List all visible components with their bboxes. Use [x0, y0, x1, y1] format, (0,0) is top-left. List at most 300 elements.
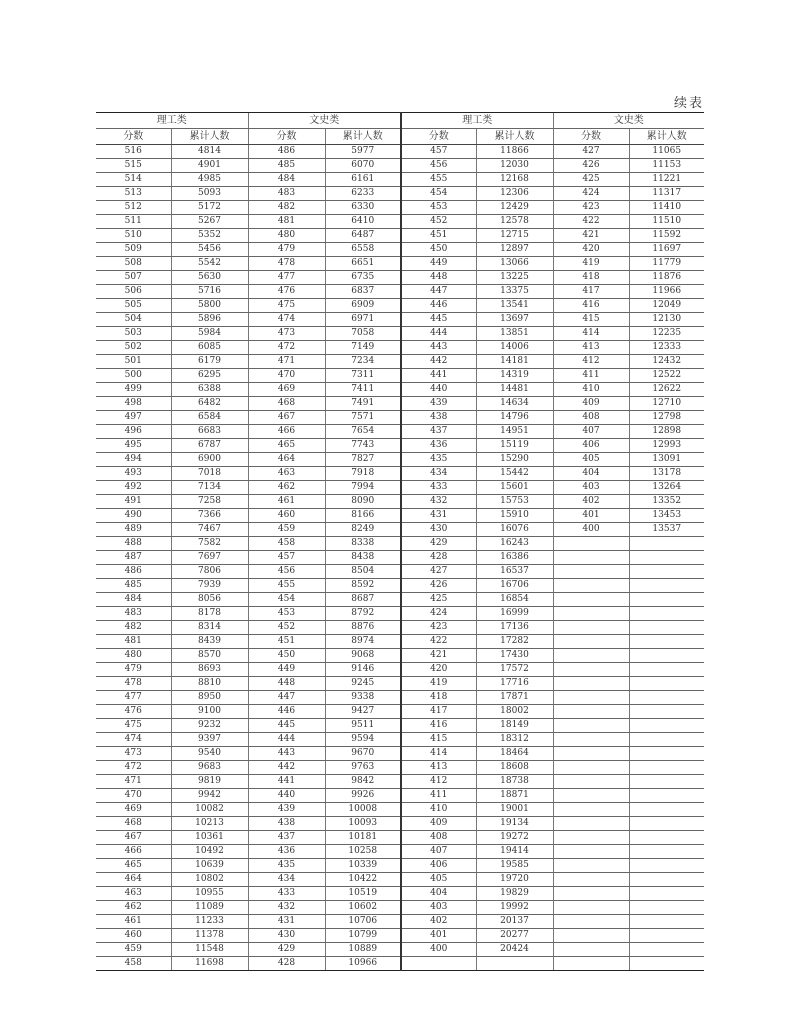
cell-score: 482 [96, 621, 171, 635]
cell-score: 430 [248, 929, 325, 943]
cell-score: 442 [248, 761, 325, 775]
cell-cumulative-count: 7939 [171, 579, 248, 593]
cell-cumulative-count: 9540 [171, 747, 248, 761]
table-row [96, 215, 704, 229]
cell-cumulative-count: 10339 [325, 859, 401, 873]
table-row [96, 229, 704, 243]
cell-cumulative-count [629, 635, 704, 649]
cell-cumulative-count: 13375 [476, 285, 553, 299]
table-row [96, 691, 704, 705]
table-row [96, 439, 704, 453]
cell-score: 402 [553, 495, 629, 509]
cell-cumulative-count: 12798 [629, 411, 704, 425]
cell-cumulative-count: 9100 [171, 705, 248, 719]
cell-score: 510 [96, 229, 171, 243]
cell-cumulative-count: 7697 [171, 551, 248, 565]
cell-score: 457 [401, 145, 476, 159]
cell-cumulative-count: 11876 [629, 271, 704, 285]
cell-cumulative-count: 7366 [171, 509, 248, 523]
table-row [96, 901, 704, 915]
cell-score: 514 [96, 173, 171, 187]
cell-cumulative-count [629, 747, 704, 761]
cell-score: 506 [96, 285, 171, 299]
cell-cumulative-count [629, 943, 704, 957]
cell-cumulative-count: 9926 [325, 789, 401, 803]
cell-cumulative-count: 12030 [476, 159, 553, 173]
cell-score: 440 [248, 789, 325, 803]
score-cumulative-table [96, 112, 704, 971]
cell-score: 493 [96, 467, 171, 481]
cell-score: 403 [553, 481, 629, 495]
column-header-cumulative-count-1: 累计人数 [171, 129, 248, 145]
cell-score: 439 [401, 397, 476, 411]
cell-cumulative-count: 8178 [171, 607, 248, 621]
cell-score: 450 [401, 243, 476, 257]
cell-cumulative-count: 11966 [629, 285, 704, 299]
cell-score: 473 [248, 327, 325, 341]
cell-score: 423 [401, 621, 476, 635]
cell-score: 454 [248, 593, 325, 607]
cell-score: 480 [96, 649, 171, 663]
cell-cumulative-count: 5352 [171, 229, 248, 243]
cell-score: 503 [96, 327, 171, 341]
cell-cumulative-count: 11089 [171, 901, 248, 915]
cell-cumulative-count: 9670 [325, 747, 401, 761]
cell-score [553, 607, 629, 621]
cell-cumulative-count: 11779 [629, 257, 704, 271]
cell-score: 438 [248, 817, 325, 831]
cell-score [553, 873, 629, 887]
cell-score: 456 [401, 159, 476, 173]
cell-cumulative-count: 13225 [476, 271, 553, 285]
cell-cumulative-count [629, 649, 704, 663]
group-header-science-1: 理工类 [96, 113, 248, 129]
cell-cumulative-count: 10258 [325, 845, 401, 859]
cell-score: 484 [248, 173, 325, 187]
cell-score: 468 [96, 817, 171, 831]
cell-score: 449 [401, 257, 476, 271]
cell-score: 408 [401, 831, 476, 845]
table-row [96, 369, 704, 383]
cell-cumulative-count: 15601 [476, 481, 553, 495]
cell-cumulative-count: 12168 [476, 173, 553, 187]
cell-score [401, 957, 476, 971]
table-row [96, 173, 704, 187]
cell-score: 434 [401, 467, 476, 481]
cell-cumulative-count: 8338 [325, 537, 401, 551]
cell-cumulative-count: 17871 [476, 691, 553, 705]
continued-table-label: 续表 [673, 96, 704, 111]
cell-cumulative-count: 6085 [171, 341, 248, 355]
column-header-cumulative-count-4: 累计人数 [629, 129, 704, 145]
cell-cumulative-count: 6070 [325, 159, 401, 173]
cell-cumulative-count: 7258 [171, 495, 248, 509]
cell-cumulative-count: 18312 [476, 733, 553, 747]
cell-cumulative-count: 15753 [476, 495, 553, 509]
cell-score: 416 [401, 719, 476, 733]
cell-score: 471 [96, 775, 171, 789]
cell-score: 406 [553, 439, 629, 453]
cell-cumulative-count: 5542 [171, 257, 248, 271]
cell-score: 478 [96, 677, 171, 691]
cell-score: 457 [248, 551, 325, 565]
table-row [96, 733, 704, 747]
cell-cumulative-count: 5172 [171, 201, 248, 215]
cell-cumulative-count: 18738 [476, 775, 553, 789]
cell-score: 451 [401, 229, 476, 243]
table-row [96, 425, 704, 439]
table-row [96, 411, 704, 425]
cell-cumulative-count: 6909 [325, 299, 401, 313]
cell-cumulative-count: 6233 [325, 187, 401, 201]
cell-cumulative-count: 19001 [476, 803, 553, 817]
cell-cumulative-count: 11410 [629, 201, 704, 215]
cell-score: 437 [401, 425, 476, 439]
column-header-score-1: 分数 [96, 129, 171, 145]
cell-score: 411 [401, 789, 476, 803]
table-row [96, 859, 704, 873]
table-row [96, 649, 704, 663]
cell-cumulative-count: 11866 [476, 145, 553, 159]
cell-score [553, 565, 629, 579]
cell-cumulative-count [629, 803, 704, 817]
cell-cumulative-count: 8090 [325, 495, 401, 509]
cell-score: 484 [96, 593, 171, 607]
cell-score: 404 [553, 467, 629, 481]
cell-cumulative-count: 10602 [325, 901, 401, 915]
cell-cumulative-count [629, 789, 704, 803]
cell-cumulative-count: 7994 [325, 481, 401, 495]
cell-cumulative-count: 17136 [476, 621, 553, 635]
table-row [96, 383, 704, 397]
cell-score: 456 [248, 565, 325, 579]
cell-score: 483 [96, 607, 171, 621]
cell-score: 491 [96, 495, 171, 509]
table-row [96, 719, 704, 733]
cell-cumulative-count: 10799 [325, 929, 401, 943]
cell-score [553, 649, 629, 663]
table-row [96, 635, 704, 649]
cell-score: 436 [248, 845, 325, 859]
cell-cumulative-count [629, 677, 704, 691]
cell-cumulative-count: 5456 [171, 243, 248, 257]
cell-cumulative-count [629, 691, 704, 705]
cell-score: 451 [248, 635, 325, 649]
cell-cumulative-count: 10008 [325, 803, 401, 817]
cell-cumulative-count: 15910 [476, 509, 553, 523]
cell-score: 463 [96, 887, 171, 901]
table-row [96, 929, 704, 943]
table-row [96, 579, 704, 593]
cell-cumulative-count: 5984 [171, 327, 248, 341]
cell-score: 424 [401, 607, 476, 621]
cell-cumulative-count: 15290 [476, 453, 553, 467]
cell-cumulative-count: 10639 [171, 859, 248, 873]
cell-cumulative-count [629, 859, 704, 873]
cell-score: 453 [401, 201, 476, 215]
cell-cumulative-count: 13264 [629, 481, 704, 495]
cell-score: 408 [553, 411, 629, 425]
cell-score: 417 [553, 285, 629, 299]
table-row [96, 495, 704, 509]
cell-cumulative-count: 9511 [325, 719, 401, 733]
cell-cumulative-count: 10706 [325, 915, 401, 929]
cell-cumulative-count: 7918 [325, 467, 401, 481]
cell-cumulative-count [629, 845, 704, 859]
cell-cumulative-count: 13178 [629, 467, 704, 481]
column-header-cumulative-count-3: 累计人数 [476, 129, 553, 145]
cell-score: 481 [248, 215, 325, 229]
cell-cumulative-count: 8249 [325, 523, 401, 537]
cell-cumulative-count: 7571 [325, 411, 401, 425]
cell-cumulative-count: 10181 [325, 831, 401, 845]
cell-score: 420 [553, 243, 629, 257]
cell-score [553, 593, 629, 607]
cell-cumulative-count: 7058 [325, 327, 401, 341]
group-header-row [96, 113, 704, 129]
cell-cumulative-count: 7743 [325, 439, 401, 453]
cell-score: 447 [248, 691, 325, 705]
cell-score: 453 [248, 607, 325, 621]
cell-score: 438 [401, 411, 476, 425]
cell-score: 443 [401, 341, 476, 355]
cell-score [553, 859, 629, 873]
table-row [96, 873, 704, 887]
cell-score: 464 [96, 873, 171, 887]
table-row [96, 481, 704, 495]
cell-cumulative-count: 11065 [629, 145, 704, 159]
cell-cumulative-count: 8876 [325, 621, 401, 635]
cell-score [553, 957, 629, 971]
cell-cumulative-count: 11221 [629, 173, 704, 187]
column-header-score-4: 分数 [553, 129, 629, 145]
cell-score: 508 [96, 257, 171, 271]
cell-cumulative-count [629, 579, 704, 593]
cell-cumulative-count: 16243 [476, 537, 553, 551]
cell-cumulative-count: 19272 [476, 831, 553, 845]
cell-cumulative-count: 7134 [171, 481, 248, 495]
cell-cumulative-count: 8687 [325, 593, 401, 607]
cell-cumulative-count: 12578 [476, 215, 553, 229]
cell-cumulative-count: 20424 [476, 943, 553, 957]
cell-cumulative-count: 5977 [325, 145, 401, 159]
cell-cumulative-count: 9942 [171, 789, 248, 803]
table-row [96, 915, 704, 929]
table-row [96, 397, 704, 411]
cell-score: 434 [248, 873, 325, 887]
cell-score: 432 [401, 495, 476, 509]
table-row [96, 159, 704, 173]
cell-score: 429 [401, 537, 476, 551]
cell-cumulative-count: 14634 [476, 397, 553, 411]
cell-cumulative-count: 6837 [325, 285, 401, 299]
group-header-liberal-arts-1: 文史类 [248, 113, 401, 129]
cell-score: 435 [248, 859, 325, 873]
cell-score: 418 [401, 691, 476, 705]
cell-cumulative-count: 7491 [325, 397, 401, 411]
cell-score: 436 [401, 439, 476, 453]
cell-cumulative-count: 6651 [325, 257, 401, 271]
cell-score: 450 [248, 649, 325, 663]
cell-score [553, 789, 629, 803]
cell-score: 489 [96, 523, 171, 537]
table-body [96, 145, 704, 971]
cell-score: 405 [553, 453, 629, 467]
cell-score: 476 [96, 705, 171, 719]
cell-score: 472 [248, 341, 325, 355]
cell-cumulative-count: 12432 [629, 355, 704, 369]
cell-cumulative-count: 20137 [476, 915, 553, 929]
cell-cumulative-count [629, 873, 704, 887]
cell-score: 439 [248, 803, 325, 817]
cell-score: 407 [553, 425, 629, 439]
cell-cumulative-count: 12897 [476, 243, 553, 257]
cell-score: 490 [96, 509, 171, 523]
cell-cumulative-count: 5896 [171, 313, 248, 327]
cell-score: 458 [96, 957, 171, 971]
cell-cumulative-count [629, 929, 704, 943]
cell-score: 463 [248, 467, 325, 481]
cell-score [553, 691, 629, 705]
cell-score: 400 [553, 523, 629, 537]
cell-score: 422 [401, 635, 476, 649]
table-row [96, 607, 704, 621]
cell-cumulative-count: 10802 [171, 873, 248, 887]
cell-score: 513 [96, 187, 171, 201]
cell-cumulative-count: 6735 [325, 271, 401, 285]
cell-score: 446 [248, 705, 325, 719]
cell-score: 497 [96, 411, 171, 425]
cell-cumulative-count: 7149 [325, 341, 401, 355]
table-row [96, 747, 704, 761]
cell-score: 419 [553, 257, 629, 271]
cell-cumulative-count: 5716 [171, 285, 248, 299]
cell-cumulative-count: 12522 [629, 369, 704, 383]
cell-score: 477 [96, 691, 171, 705]
cell-cumulative-count: 19720 [476, 873, 553, 887]
cell-cumulative-count: 7311 [325, 369, 401, 383]
cell-score: 413 [553, 341, 629, 355]
cell-score: 478 [248, 257, 325, 271]
cell-score [553, 677, 629, 691]
cell-cumulative-count: 7806 [171, 565, 248, 579]
cell-cumulative-count: 10492 [171, 845, 248, 859]
cell-cumulative-count: 8439 [171, 635, 248, 649]
cell-cumulative-count: 12049 [629, 299, 704, 313]
cell-score: 427 [401, 565, 476, 579]
cell-cumulative-count: 13091 [629, 453, 704, 467]
cell-score: 444 [401, 327, 476, 341]
cell-score: 433 [248, 887, 325, 901]
cell-score: 444 [248, 733, 325, 747]
table-row [96, 565, 704, 579]
cell-score: 480 [248, 229, 325, 243]
cell-score [553, 887, 629, 901]
cell-score: 479 [96, 663, 171, 677]
cell-score: 446 [401, 299, 476, 313]
cell-cumulative-count: 11317 [629, 187, 704, 201]
cell-cumulative-count: 8570 [171, 649, 248, 663]
cell-cumulative-count: 6683 [171, 425, 248, 439]
cell-score: 421 [553, 229, 629, 243]
table-row [96, 943, 704, 957]
cell-score: 475 [96, 719, 171, 733]
cell-score: 507 [96, 271, 171, 285]
cell-score: 400 [401, 943, 476, 957]
cell-score: 512 [96, 201, 171, 215]
cell-score: 435 [401, 453, 476, 467]
cell-cumulative-count: 11698 [171, 957, 248, 971]
cell-cumulative-count: 9338 [325, 691, 401, 705]
table-row [96, 831, 704, 845]
cell-cumulative-count: 18464 [476, 747, 553, 761]
table-row [96, 887, 704, 901]
table-row [96, 187, 704, 201]
cell-cumulative-count: 16854 [476, 593, 553, 607]
cell-score: 427 [553, 145, 629, 159]
cell-cumulative-count: 20277 [476, 929, 553, 943]
cell-score: 469 [248, 383, 325, 397]
cell-score: 486 [248, 145, 325, 159]
cell-score: 482 [248, 201, 325, 215]
cell-score: 516 [96, 145, 171, 159]
table-row [96, 313, 704, 327]
cell-cumulative-count [629, 607, 704, 621]
column-header-score-3: 分数 [401, 129, 476, 145]
cell-cumulative-count [629, 565, 704, 579]
cell-score: 449 [248, 663, 325, 677]
cell-cumulative-count: 16386 [476, 551, 553, 565]
cell-cumulative-count: 6487 [325, 229, 401, 243]
cell-score: 425 [553, 173, 629, 187]
cell-score: 473 [96, 747, 171, 761]
cell-score: 476 [248, 285, 325, 299]
column-header-cumulative-count-2: 累计人数 [325, 129, 401, 145]
cell-score: 455 [248, 579, 325, 593]
cell-cumulative-count: 6787 [171, 439, 248, 453]
column-header-row [96, 129, 704, 145]
cell-score: 479 [248, 243, 325, 257]
cell-score: 505 [96, 299, 171, 313]
cell-cumulative-count: 9763 [325, 761, 401, 775]
cell-cumulative-count: 13541 [476, 299, 553, 313]
cell-cumulative-count: 6900 [171, 453, 248, 467]
table-row [96, 467, 704, 481]
cell-cumulative-count: 4901 [171, 159, 248, 173]
cell-cumulative-count: 13851 [476, 327, 553, 341]
table-row [96, 453, 704, 467]
cell-cumulative-count: 6179 [171, 355, 248, 369]
cell-cumulative-count: 9683 [171, 761, 248, 775]
table-row [96, 327, 704, 341]
cell-score: 485 [248, 159, 325, 173]
table-row [96, 285, 704, 299]
cell-score [553, 915, 629, 929]
cell-cumulative-count: 17716 [476, 677, 553, 691]
cell-score [553, 705, 629, 719]
cell-score: 448 [248, 677, 325, 691]
cell-score: 460 [96, 929, 171, 943]
cell-score: 486 [96, 565, 171, 579]
cell-score [553, 551, 629, 565]
cell-cumulative-count: 13066 [476, 257, 553, 271]
cell-cumulative-count: 16999 [476, 607, 553, 621]
cell-score: 414 [553, 327, 629, 341]
cell-cumulative-count: 14181 [476, 355, 553, 369]
cell-cumulative-count: 12235 [629, 327, 704, 341]
cell-score: 431 [401, 509, 476, 523]
cell-score: 402 [401, 915, 476, 929]
